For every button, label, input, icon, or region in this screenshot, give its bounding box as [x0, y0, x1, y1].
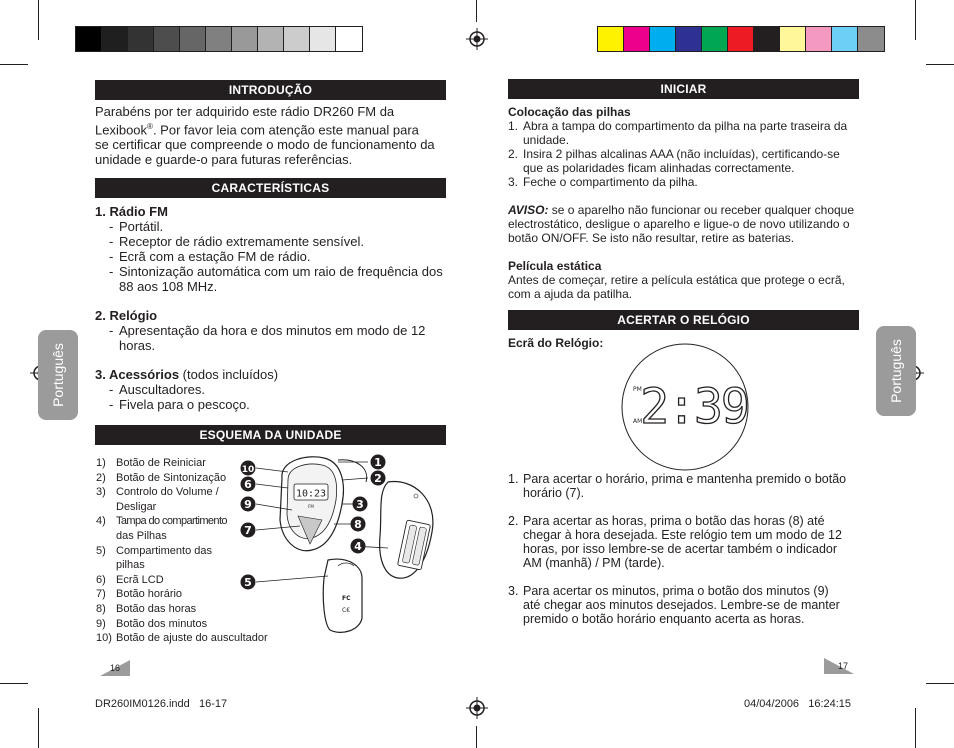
intro-line: unidade e guarde-o para futuras referências.: [95, 152, 353, 168]
callout-badge-6: [241, 477, 256, 492]
battery-steps: [508, 119, 858, 189]
warning-text: AVISO: se o aparelho não funcionar ou receber qualquer choque: [508, 203, 855, 217]
language-tab-right: [876, 326, 916, 416]
feature-item: - Sintonização automática com um raio de frequência dos: [109, 264, 450, 279]
battery-step: 1. Abra a tampa do compartimento da pilha na parte traseira da unidade.: [508, 119, 848, 147]
clock-step: 2. Para acertar as horas, prima o botão das horas (8) até chegar à hora desejada. Este relógio tem um modo de 12 horas, por isso lembre-se de acertar também o indicador AM (manhã) / PM (tarde).: [508, 514, 842, 570]
crop-mark: [915, 0, 916, 40]
color-swatch: [258, 27, 284, 51]
color-swatch: [154, 27, 180, 51]
language-tab-label: Português: [50, 343, 66, 407]
intro-paragraph: [95, 104, 450, 167]
features-list: [95, 204, 450, 412]
svg-text:6: 6: [244, 478, 252, 491]
section-heading-clock: ACERTAR O RELÓGIO: [508, 310, 859, 330]
crop-mark: [476, 726, 477, 748]
language-tab-label: Português: [888, 339, 904, 403]
svg-text:1: 1: [374, 456, 382, 469]
section-heading-features: CARACTERÍSTICAS: [95, 178, 446, 198]
radio-back-illustration: [380, 482, 433, 579]
color-swatch: [598, 27, 624, 51]
crop-mark: [38, 708, 39, 748]
callout-badge-2: [371, 471, 386, 486]
intro-line: Parabéns por ter adquirido este rádio DR260 FM da: [95, 104, 395, 119]
intro-line: Lexibook®. Por favor leia com atenção este manual para: [95, 122, 419, 138]
feature-item-continuation: horas.: [119, 338, 156, 353]
section-heading-diagram: ESQUEMA DA UNIDADE: [95, 425, 446, 445]
registration-mark-icon: [466, 697, 488, 719]
section-heading-start: INICIAR: [508, 79, 859, 99]
feature-item: - Apresentação da hora e dos minutos em modo de 12: [109, 323, 450, 338]
part-item: 5) Compartimento das: [96, 544, 212, 557]
color-swatch: [310, 27, 336, 51]
color-swatch: [206, 27, 232, 51]
clock-lcd-illustration: [619, 343, 751, 471]
feature-title-clock: 2. Relógio: [95, 308, 158, 323]
color-swatch: [806, 27, 832, 51]
feature-title-accessories: 3. Acessórios (todos incluídos): [95, 367, 279, 382]
part-item: 1) Botão de Reiniciar: [96, 457, 206, 469]
battery-title: Colocação das pilhas: [508, 105, 631, 119]
feature-item: - Receptor de rádio extremamente sensível.: [109, 234, 450, 249]
color-swatch: [650, 27, 676, 51]
callout-badge-3: [353, 497, 368, 512]
section-heading-intro: INTRODUÇÃO: [95, 80, 446, 100]
film-text: Antes de começar, retire a película estática que protege o ecrã,: [508, 273, 845, 287]
feature-item: - Fivela para o pescoço.: [109, 397, 450, 412]
color-swatch: [128, 27, 154, 51]
svg-text:9: 9: [244, 498, 252, 511]
part-item: 8) Botão das horas: [96, 602, 197, 615]
callout-badge-5: [241, 575, 256, 590]
registration-mark-icon: [466, 28, 488, 50]
svg-text:7: 7: [244, 524, 252, 537]
part-item: 7) Botão horário: [96, 588, 183, 601]
warning-label: AVISO:: [508, 203, 549, 217]
footer-timestamp: 04/04/2006 16:24:15: [744, 698, 852, 710]
part-item: Desligar: [116, 500, 157, 513]
svg-text:2: 2: [374, 472, 382, 485]
battery-door-illustration: [323, 559, 362, 632]
svg-text:FC: FC: [342, 595, 351, 602]
svg-text:10: 10: [241, 465, 255, 475]
svg-text:8: 8: [354, 518, 362, 531]
part-item: 6) Ecrã LCD: [96, 573, 164, 586]
color-swatch: [676, 27, 702, 51]
clock-time: 2:39: [640, 379, 748, 435]
color-swatch: [180, 27, 206, 51]
callout-badge-1: [371, 455, 386, 470]
feature-item: - Ecrã com a estação FM de rádio.: [109, 249, 450, 264]
clock-step: 3. Para acertar os minutos, prima o botão dos minutos (9) até chegar aos minutos desejados. Lembre-se de manter premido o botão horário enquanto acerta as horas.: [508, 584, 840, 626]
page-number-right: 17: [824, 658, 854, 674]
film-title: Película estática: [508, 259, 602, 273]
intro-line: se certificar que compreende o modo de funcionamento da: [95, 137, 435, 153]
am-indicator: AM: [633, 418, 643, 425]
svg-text:C€: C€: [342, 607, 351, 614]
callout-badge-4: [351, 539, 366, 554]
svg-text:FM: FM: [308, 504, 314, 509]
callout-badge-8: [351, 517, 366, 532]
unit-diagram: [238, 448, 448, 640]
feature-item: - Portátil.: [109, 219, 450, 234]
battery-step: 2. Insira 2 pilhas alcalinas AAA (não incluídas), certificando-se que as polaridades ficam alinhadas correctamente.: [508, 147, 840, 175]
feature-item: - Auscultadores.: [109, 382, 450, 397]
svg-text:3: 3: [356, 498, 364, 511]
color-swatch: [754, 27, 780, 51]
color-swatch: [76, 27, 102, 51]
color-swatch: [728, 27, 754, 51]
warning-text: electrostático, desligue o aparelho e ligue-o de novo utilizando o: [508, 217, 850, 231]
crop-mark: [915, 708, 916, 748]
part-item: 9) Botão dos minutos: [96, 617, 208, 630]
svg-text:4: 4: [354, 540, 362, 553]
color-swatch: [336, 27, 362, 51]
clock-screen-title: Ecrã do Relógio:: [508, 336, 604, 350]
feature-items-radio: [109, 219, 450, 279]
part-item: 3) Controlo do Volume /: [96, 486, 219, 499]
color-swatch: [284, 27, 310, 51]
film-text: com a ajuda da patilha.: [508, 287, 633, 301]
feature-items-accessories: [109, 382, 450, 412]
svg-text:10:23: 10:23: [295, 488, 327, 500]
crop-mark: [926, 64, 954, 65]
crop-mark: [0, 683, 28, 684]
part-item: 10) Botão de ajuste do auscultador: [96, 632, 268, 645]
color-swatch: [102, 27, 128, 51]
crop-mark: [0, 64, 28, 65]
warning-text: botão ON/OFF. Se isto não resultar, retire as baterias.: [508, 231, 795, 245]
color-swatch: [624, 27, 650, 51]
crop-mark: [38, 0, 39, 40]
color-swatch: [232, 27, 258, 51]
part-item: das Pilhas: [116, 529, 167, 542]
language-tab-left: [38, 330, 78, 420]
color-swatch: [702, 27, 728, 51]
color-swatch: [832, 27, 858, 51]
gray-scale-bar: [75, 26, 363, 52]
battery-step: 3. Feche o compartimento da pilha.: [508, 175, 698, 189]
part-item: 2) Botão de Sintonização: [96, 471, 227, 484]
clock-step: 1. Para acertar o horário, prima e mantenha premido o botão horário (7).: [508, 472, 847, 500]
callout-badge-10: [241, 461, 256, 476]
callout-badge-7: [241, 523, 256, 538]
part-item: 4) Tampa do compartimento: [96, 515, 227, 528]
feature-items-clock: [109, 323, 450, 338]
page-number-left: 16: [100, 660, 130, 676]
footer-filename: DR260IM0126.indd 16-17: [95, 698, 228, 710]
color-swatch: [780, 27, 806, 51]
callout-badge-9: [241, 497, 256, 512]
color-bar: [597, 26, 885, 52]
pm-indicator: PM: [633, 386, 642, 393]
color-swatch: [858, 27, 884, 51]
crop-mark: [476, 0, 477, 22]
feature-item-continuation: 88 aos 108 MHz.: [119, 279, 218, 294]
start-section: [508, 105, 858, 301]
crop-mark: [926, 683, 954, 684]
svg-text:5: 5: [244, 576, 252, 589]
feature-title-radio: 1. Rádio FM: [95, 204, 168, 219]
clock-steps: [508, 472, 858, 626]
part-item: pilhas: [116, 559, 145, 572]
